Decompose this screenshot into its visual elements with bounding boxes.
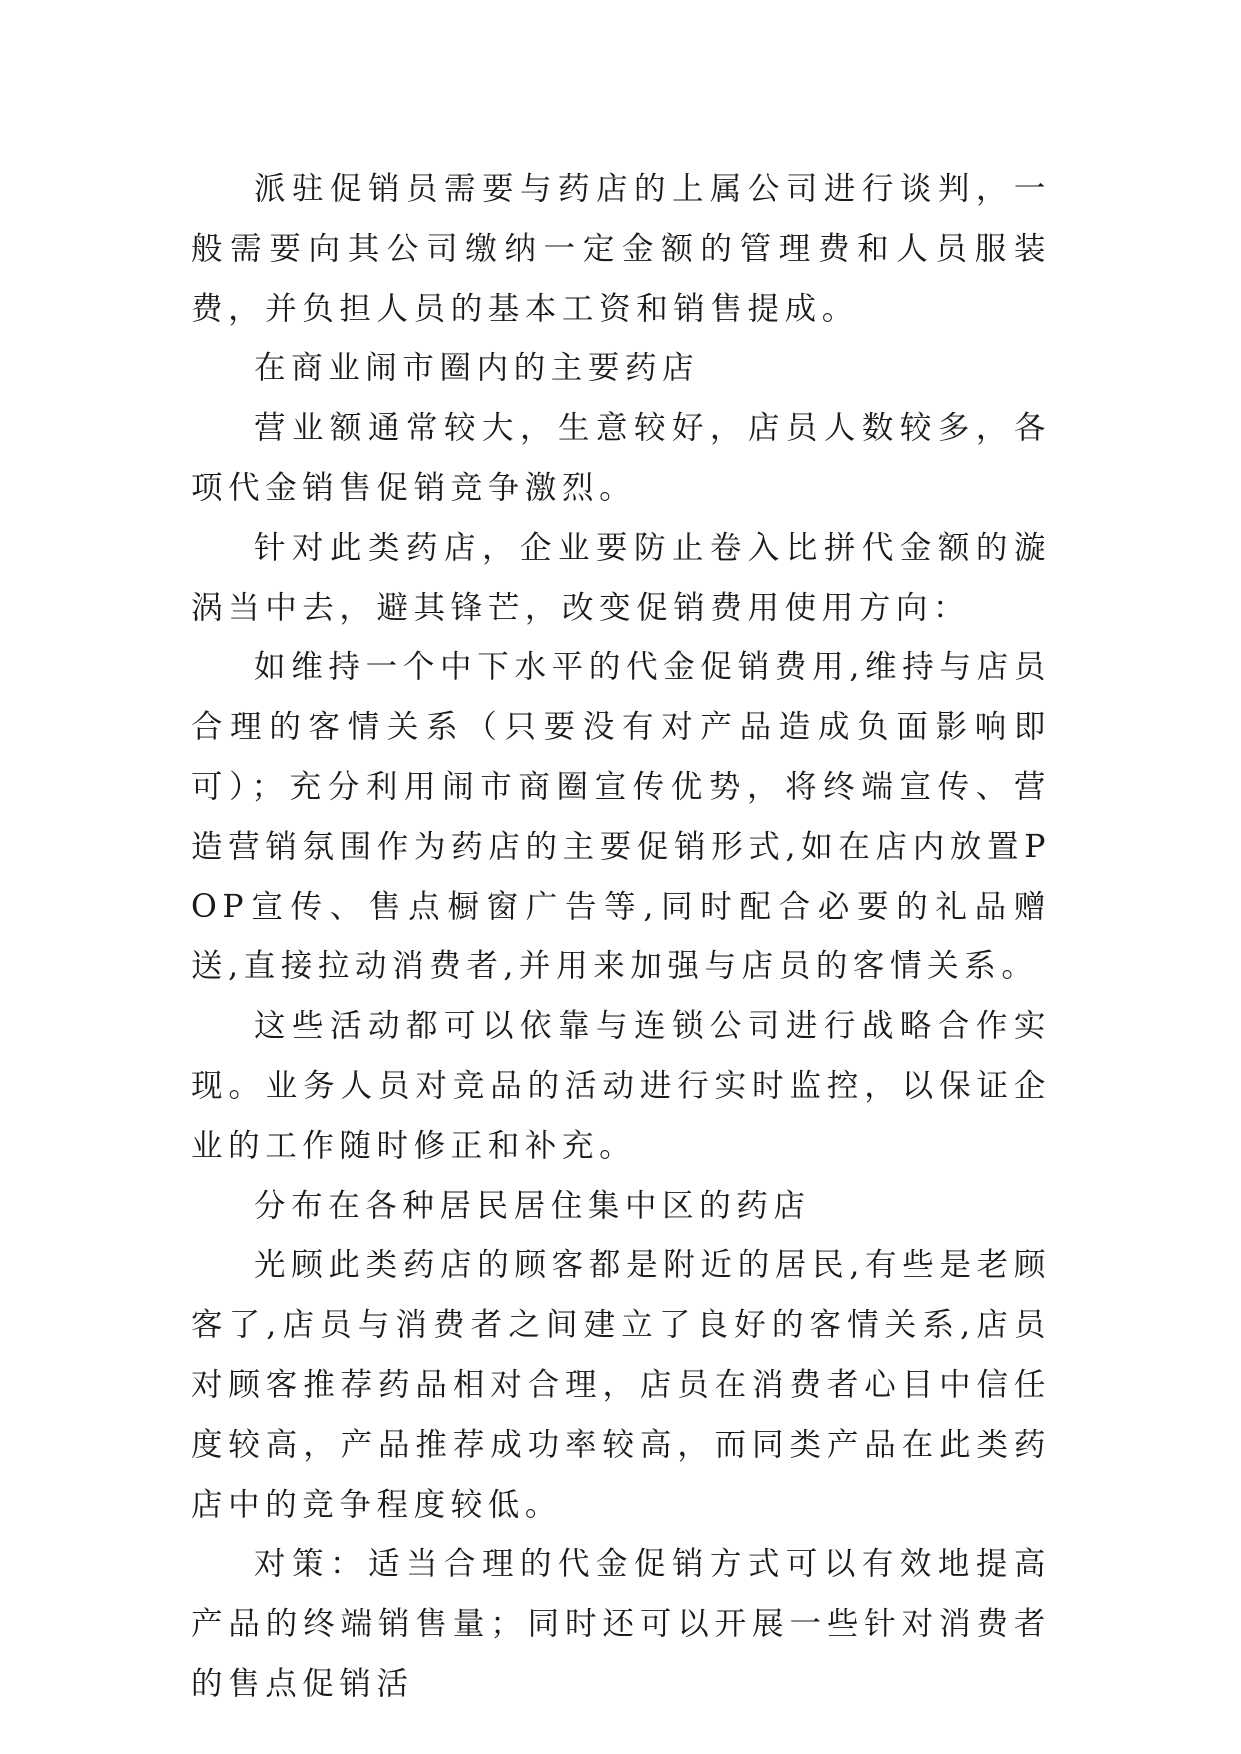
section-heading: 分布在各种居民居住集中区的药店 <box>254 1187 811 1224</box>
paragraph: 营业额通常较大，生意较好，店员人数较多，各项代金销售促销竞争激烈。 <box>191 410 1051 506</box>
document-body <box>191 160 1051 1715</box>
paragraph: 这些活动都可以依靠与连锁公司进行战略合作实现。业务人员对竞品的活动进行实时监控，以保证企业的工作随时修正和补充。 <box>191 1008 1051 1164</box>
paragraph: 如维持一个中下水平的代金促销费用,维持与店员合理的客情关系（只要没有对产品造成负面影响即可）；充分利用闹市商圈宣传优势，将终端宣传、营造营销氛围作为药店的主要促销形式,如在店内放置POP宣传、售点橱窗广告等,同时配合必要的礼品赠送,直接拉动消费者,并用来加强与店员的客情关系。 <box>191 649 1051 985</box>
section-heading: 在商业闹市圈内的主要药店 <box>254 350 700 387</box>
paragraph: 对策：适当合理的代金促销方式可以有效地提高产品的终端销售量；同时还可以开展一些针对消费者的售点促销活 <box>191 1546 1051 1702</box>
paragraph: 派驻促销员需要与药店的上属公司进行谈判，一般需要向其公司缴纳一定金额的管理费和人员服装费，并负担人员的基本工资和销售提成。 <box>191 171 1051 327</box>
paragraph: 针对此类药店，企业要防止卷入比拼代金额的漩涡当中去，避其锋芒，改变促销费用使用方向： <box>191 529 1051 626</box>
paragraph: 光顾此类药店的顾客都是附近的居民,有些是老顾客了,店员与消费者之间建立了良好的客情关系,店员对顾客推荐药品相对合理，店员在消费者心目中信任度较高，产品推荐成功率较高，而同类产品在此类药店中的竞争程度较低。 <box>191 1247 1051 1523</box>
